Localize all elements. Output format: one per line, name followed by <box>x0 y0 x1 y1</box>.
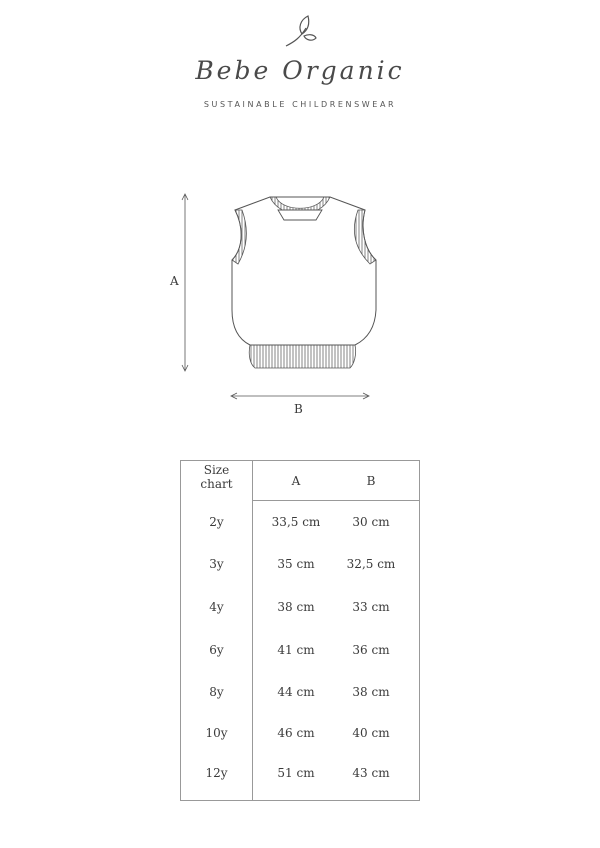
row-size: 10y <box>205 726 228 740</box>
brand-name: Bebe Organic <box>195 56 405 85</box>
row-b-value: 40 cm <box>352 726 390 740</box>
header-size-line1: Size <box>203 463 230 477</box>
row-b-value: 38 cm <box>352 685 390 699</box>
brand-tagline: SUSTAINABLE CHILDRENSWEAR <box>203 100 397 109</box>
row-b-value: 30 cm <box>352 515 390 529</box>
header-col-a: A <box>291 474 301 488</box>
row-b-value: 32,5 cm <box>346 557 396 571</box>
size-chart-table <box>180 460 420 801</box>
row-b-value: 36 cm <box>352 643 390 657</box>
row-a-value: 44 cm <box>277 685 315 699</box>
row-a-value: 35 cm <box>277 557 315 571</box>
table-divider <box>252 461 253 800</box>
header-size-line2: chart <box>200 477 233 491</box>
row-a-value: 46 cm <box>277 726 315 740</box>
brand-logo <box>0 12 600 52</box>
header-size-chart <box>181 463 252 491</box>
header-divider <box>252 500 419 501</box>
row-a-value: 33,5 cm <box>271 515 321 529</box>
dimension-label-a: A <box>170 274 179 288</box>
row-b-value: 33 cm <box>352 600 390 614</box>
vest-diagram <box>160 180 400 430</box>
dimension-label-b: B <box>294 402 303 416</box>
leaf-icon <box>280 12 320 52</box>
row-size: 4y <box>209 600 224 614</box>
row-a-value: 41 cm <box>277 643 315 657</box>
row-a-value: 38 cm <box>277 600 315 614</box>
row-size: 6y <box>209 643 224 657</box>
header-col-b: B <box>366 474 376 488</box>
row-b-value: 43 cm <box>352 766 390 780</box>
row-size: 3y <box>209 557 224 571</box>
row-a-value: 51 cm <box>277 766 315 780</box>
row-size: 8y <box>209 685 224 699</box>
row-size: 12y <box>205 766 228 780</box>
row-size: 2y <box>209 515 224 529</box>
